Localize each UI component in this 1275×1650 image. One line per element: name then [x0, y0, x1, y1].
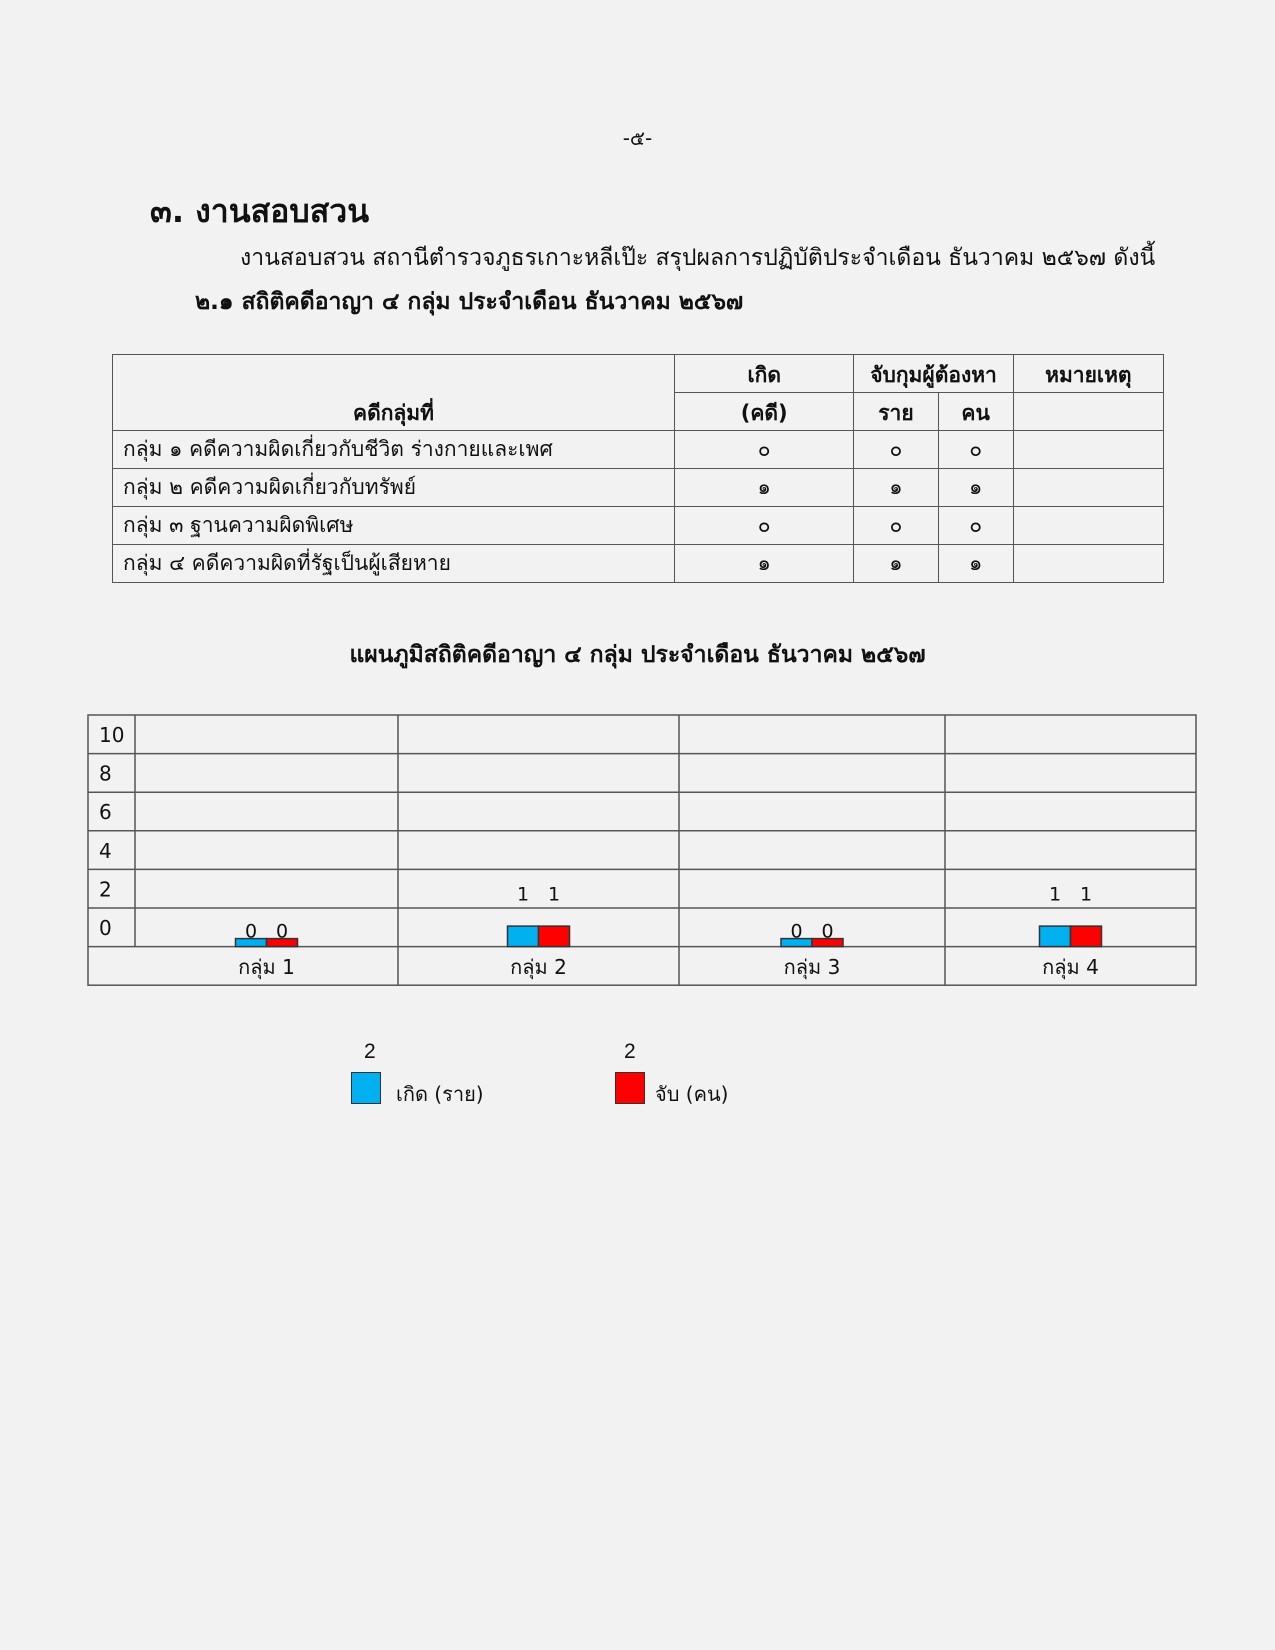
- data-label: 0: [244, 920, 258, 943]
- header-arrest: จับกุมผู้ต้องหา: [854, 355, 1013, 393]
- category-label: กลุ่ม 1: [238, 955, 295, 980]
- row-occurred: ๐: [675, 431, 854, 469]
- row-group: กลุ่ม ๑ คดีความผิดเกี่ยวกับชีวิต ร่างกายและเพศ: [113, 431, 675, 469]
- category-label: กลุ่ม 4: [1042, 955, 1099, 980]
- legend-label-arrested: จับ (คน): [655, 1082, 729, 1106]
- header-group: คดีกลุ่มที่: [113, 355, 675, 431]
- row-persons: ๑: [938, 469, 1013, 507]
- header-occurred-unit: (คดี): [675, 393, 854, 431]
- intro-paragraph: งานสอบสวน สถานีตำรวจภูธรเกาะหลีเป๊ะ สรุปผลการปฏิบัติประจำเดือน ธันวาคม ๒๕๖๗ ดังนี้: [240, 245, 1156, 271]
- header-occurred: เกิด: [675, 355, 854, 393]
- legend-swatch-arrested: [615, 1072, 645, 1104]
- header-arrest-persons: คน: [938, 393, 1013, 431]
- row-cases: ๑: [854, 545, 938, 583]
- legend-swatch-occurred: [351, 1072, 381, 1104]
- header-arrest-cases: ราย: [854, 393, 938, 431]
- y-tick-label: 4: [99, 838, 112, 863]
- page-number: -๕-: [622, 126, 653, 150]
- row-group: กลุ่ม ๔ คดีความผิดที่รัฐเป็นผู้เสียหาย: [113, 545, 675, 583]
- row-occurred: ๑: [675, 469, 854, 507]
- data-label: 0: [790, 920, 803, 943]
- row-persons: ๑: [938, 545, 1013, 583]
- category-label: กลุ่ม 3: [783, 955, 841, 980]
- y-tick-label: 0: [99, 916, 112, 940]
- legend-count-arrested: 2: [624, 1040, 636, 1063]
- bar: [539, 926, 570, 947]
- legend-count-occurred: 2: [364, 1040, 376, 1063]
- y-tick-label: 6: [99, 800, 112, 825]
- section-heading: ๓. งานสอบสวน: [150, 192, 370, 230]
- data-label: 0: [275, 920, 289, 943]
- legend-label-occurred: เกิด (ราย): [396, 1082, 484, 1106]
- row-occurred: ๐: [675, 507, 854, 545]
- data-label: 1: [1079, 883, 1093, 906]
- y-tick-label: 2: [99, 877, 112, 902]
- data-label: 0: [821, 920, 834, 943]
- row-persons: ๐: [938, 431, 1013, 469]
- header-remarks: หมายเหตุ: [1013, 355, 1163, 393]
- subsection-heading: ๒.๑ สถิติคดีอาญา ๔ กลุ่ม ประจำเดือน ธันวาคม ๒๕๖๗: [195, 289, 744, 315]
- row-occurred: ๑: [675, 545, 854, 583]
- chart-title: แผนภูมิสถิติคดีอาญา ๔ กลุ่ม ประจำเดือน ธันวาคม ๒๕๖๗: [349, 642, 926, 668]
- row-cases: ๐: [854, 431, 938, 469]
- bar: [508, 926, 539, 947]
- category-label: กลุ่ม 2: [510, 955, 567, 980]
- y-tick-label: 10: [99, 723, 125, 747]
- row-group: กลุ่ม ๓ ฐานความผิดพิเศษ: [113, 507, 675, 545]
- row-cases: ๑: [854, 469, 938, 507]
- row-cases: ๐: [854, 507, 938, 545]
- bar: [1040, 926, 1071, 947]
- data-label: 1: [547, 883, 561, 906]
- data-label: 1: [1048, 883, 1062, 906]
- row-persons: ๐: [938, 507, 1013, 545]
- y-tick-label: 8: [99, 761, 112, 786]
- bar: [1071, 926, 1102, 947]
- data-label: 1: [516, 883, 530, 906]
- row-group: กลุ่ม ๒ คดีความผิดเกี่ยวกับทรัพย์: [113, 469, 675, 507]
